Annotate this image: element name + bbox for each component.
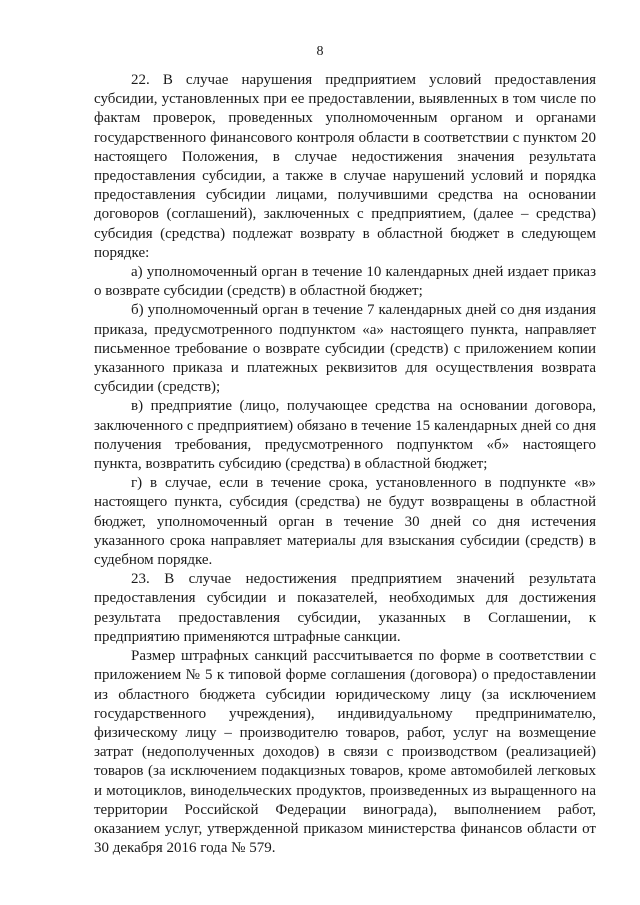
document-body	[94, 71, 596, 858]
paragraph-23: 23. В случае недостижения предприятием значений результата предоставления субсидии и показателей, необходимых для достижения результата предоставления субсидии, указанных в Соглашении, к предприятию применяются штрафные санкции.	[94, 571, 596, 645]
paragraph-22-g: г) в случае, если в течение срока, установленного в подпункте «в» настоящего пункта, субсидия (средства) не будут возвращены в областной бюджет, уполномоченный орган в течение 30 дней со дня истечения указанного срока направляет материалы для взыскания субсидии (средств) в судебном порядке.	[94, 475, 596, 569]
paragraph-penalty-calculation: Размер штрафных санкций рассчитывается по форме в соответствии с приложением № 5 к типовой форме соглашения (договора) о предоставлении из областного бюджета субсидии юридическому лицу (за исключением государственного учреждения), индивидуальному предпринимателю, физическому лицу – производителю товаров, работ, услуг на возмещение затрат (недополученных доходов) в связи с производством (реализацией) товаров (за исключением подакцизных товаров, кроме автомобилей легковых и мотоциклов, винодельческих продуктов, произведенных из выращенного на территории Российской Федерации винограда), выполнением работ, оказанием услуг, утвержденной приказом министерства финансов области от 30 декабря 2016 года № 579.	[94, 648, 596, 857]
page-number: 8	[316, 44, 324, 59]
paragraph-22: 22. В случае нарушения предприятием условий предоставления субсидии, установленных при ее предоставлении, выявленных в том числе по фактам проверок, проведенных уполномоченным органом и органами государственного финансового контроля области в соответствии с пунктом 20 настоящего Положения, в случае недостижения значения результата предоставления субсидии, а также в случае нарушений условий и порядка предоставления субсидии лицами, получившими средства на основании договоров (соглашений), заключенных с предприятием, (далее – средства) субсидия (средства) подлежат возврату в областной бюджет в следующем порядке:	[94, 72, 596, 261]
paragraph-22-v: в) предприятие (лицо, получающее средства на основании договора, заключенного с предприятием) обязано в течение 15 календарных дней со дня получения требования, предусмотренного подпунктом «б» настоящего пункта, возвратить субсидию (средства) в областной бюджет;	[94, 398, 596, 473]
paragraph-22-b: б) уполномоченный орган в течение 7 календарных дней со дня издания приказа, предусмотренного подпунктом «а» настоящего пункта, направляет письменное требование о возврате субсидии (средств) с приложением копии указанного приказа и платежных реквизитов для осуществления возврата субсидии (средств);	[94, 302, 596, 396]
paragraph-22-a: а) уполномоченный орган в течение 10 календарных дней издает приказ о возврате субсидии (средств) в областной бюджет;	[94, 264, 596, 300]
